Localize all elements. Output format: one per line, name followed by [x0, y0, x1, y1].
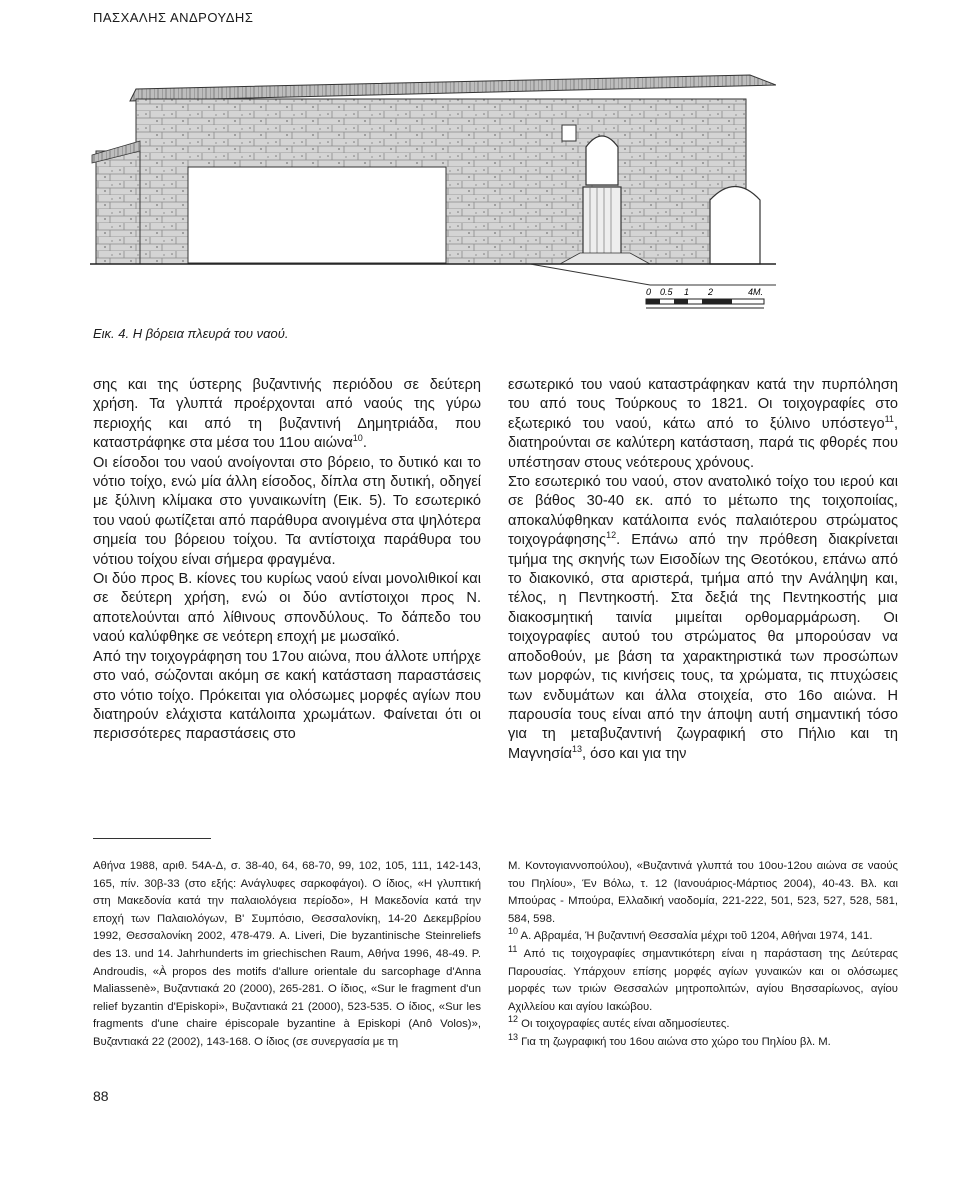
north-elevation-drawing [90, 55, 776, 317]
footnote-ref: 11 [884, 413, 894, 424]
footnote-ref: 12 [606, 530, 617, 541]
porch-opening [188, 167, 446, 263]
paragraph: Οι είσοδοι του ναού ανοίγονται στο βόρειο, το δυτικό και το νότιο τοίχο, ενώ μία άλλη είσοδος, δίπλα στη δυτική, οδηγεί με ξύλινη κλίμακα στο γυναικωνίτη (Εικ. 5). Το εσωτερικό του ναού φωτίζεται από παράθυρα ανοιγμένα στα ψηλότερα σημεία του βόρειου τοίχου. Τα αντίστοιχα παράθυρα του νότιου τοίχου είναι σήμερα φραγμένα. [93, 454, 481, 568]
paragraph: σης και της ύστερης βυζαντινής περιόδου σε δεύτερη χρήση. Τα γλυπτά προέρχονται από ναούς της γύρω περιοχής και από τη βυζαντινή Δημητριάδα, που καταστράφηκε στα μέσα του 11ου αιώνα$^{10}$. [93, 377, 481, 452]
scale-label-1: 1 [684, 287, 690, 297]
scale-label-4: 4M. [748, 287, 764, 297]
footnote-14: $^{13}$ Για τη ζωγραφική του 16ου αιώνα στο χώρο του Πηλίου βλ. Μ. [508, 1032, 831, 1048]
scale-label-0: 0 [646, 287, 652, 297]
left-column [93, 376, 481, 745]
entrance-door [583, 187, 621, 263]
footnote-text: Αθήνα 1988, αριθ. 54Α-Δ, σ. 38-40, 64, 68-70, 99, 102, 105, 111, 142-143, 165, πίν. 30β-33 (στο εξής: Ανάγλυφες σαρκοφάγοι). Ο ίδιος, «Η γλυπτική στη Μακεδονία κατά την παλαιολόγεια περίοδο», Η Μακεδονία κατά την εποχή των Παλαιολόγων, Β' Συμπόσιο, Θεσσαλονίκη, 14-20 Δεκεμβρίου 1992, Θεσσαλονίκη 2002, 478-479. Α. Liveri, Die byzantinische Steinreliefs des 13. und 14. Jahrhunderts im griechischen Raum, Αθήνα 1996, 48-49. Ρ. Androudis, «À propos des motifs d'allure orientale du sarcophage d'Anna Maliassenè», Βυζαντιακά 20 (2000), 265-281. Ο ίδιος, «Sur le fragment d'un relief byzantin d'Episkopi», Βυζαντιακά 21 (2000), 523-535. Ο ίδιος, «Sur les fragments d'une chaire épiscopale byzantine à Episkopi (Anô Volos)», Βυζαντιακά 22 (2002), 143-168. Ο ίδιος (σε συνεργασία με τη [93, 860, 481, 1048]
page-number: 88 [93, 1088, 109, 1104]
scale-label-05: 0.5 [660, 287, 673, 297]
footnote-13: $^{12}$ Οι τοιχογραφίες αυτές είναι αδημοσίευτες. [508, 1014, 730, 1031]
footnote-ref: 10 [352, 433, 363, 444]
paragraph: Από την τοιχογράφηση του 17ου αιώνα, που άλλοτε υπήρχε στο ναό, σώζονται ακόμη σε κακή κατάσταση παραστάσεις στο νότιο τοίχο. Πρόκειται για ολόσωμες μορφές αγίων που διατηρούν ελάχιστα κατάλοιπα χρωμάτων. Φαίνεται ότι οι περισσότερες παραστάσεις στο [93, 648, 481, 743]
footnote-text: Μ. Κοντογιαννοπούλου), «Βυζαντινά γλυπτά του 10ου-12ου αιώνα σε ναούς του Πηλίου», Έν Βόλω, τ. 12 (Ιανουάριος-Μάρτιος 2004), 40-43. Βλ. και Μπούρας - Μπούρα, Ελλαδική ναοδομία, 221-222, 501, 523, 527, 528, 581, 584, 598. [508, 860, 898, 925]
small-window [562, 125, 576, 141]
paragraph: Στο εσωτερικό του ναού, στον ανατολικό τοίχο του ιερού και σε βάθος 30-40 εκ. από το μέτωπο της τοιχοποιίας, αποκαλύφθηκαν κατάλοιπα ενός παλαιότερου στρώματος τοιχογράφησης$^{12}$. Επάνω από την πρόθεση διακρίνεται τμήμα της σκηνής των Εισοδίων της Θεοτόκου, επάνω από το διακονικό, στα αριστερά, τμήμα από την Ανάληψη και, τέλος, η Πεντηκοστή. Στα δεξιά της Πεντηκοστής μια διακοσμητική ταινία μιμείται ορθομαρμάρωση. Οι τοιχογραφίες αυτού του στρώματος θα μπορούσαν να αποδοθούν, με βάση τα χαρακτηριστικά των προσώπων των μορφών, τις κινήσεις τους, τα χρώματα, τις πτυχώσεις των ενδυμάτων και άλλα στοιχεία, στο 16ο αιώνα. Η παρουσία τους είναι από την άποψη αυτή σημαντική τόσο για τη μεταβυζαντινή ζωγραφική στο Πήλιο και τη Μαγνησία$^{13}$, όσο και για την [508, 474, 898, 762]
footnotes-left [93, 858, 481, 1052]
footnote-separator [93, 838, 211, 839]
footnotes-right [508, 858, 898, 1052]
paragraph: εσωτερικό του ναού καταστράφηκαν κατά την πυρπόληση του από τους Τούρκους το 1821. Οι τοιχογραφίες στο εξωτερικό του ναού, κάτω από το ξύλινο υπόστεγο$^{11}$, διατηρούνται σε καλύτερη κατάσταση, παρά τις φθορές που υπέστησαν στους νεότερους χρόνους. [508, 377, 898, 471]
arched-window [586, 136, 618, 185]
paragraph: Οι δύο προς Β. κίονες του κυρίως ναού είναι μονολιθικοί και σε δεύτερη χρήση, ενώ οι δύο αντίστοιχοι προς Ν. αποτελούνται από λίθινους σπονδύλους. Το δάπεδο του ναού καλύφθηκε σε νεότερη εποχή με μωσαϊκό. [93, 571, 481, 646]
footnote-ref: 13 [572, 743, 583, 754]
footnote-12: $^{11}$ Από τις τοιχογραφίες σημαντικότερη είναι η παράσταση της Δεύτερας Παρουσίας. Υπάρχουν επίσης μορφές αγίων γυναικών και οι ολόσωμες μορφές των τριών Θεσσαλών μητροπολιτών, αγίου Βησσαρίωνος, αγίου Αχιλλείου και αγίου Ιακώβου. [508, 944, 899, 1013]
right-column [508, 376, 898, 764]
figure-caption: Εικ. 4. Η βόρεια πλευρά του ναού. [93, 326, 289, 341]
arched-opening [710, 187, 760, 265]
running-head: ΠΑΣΧΑΛΗΣ ΑΝΔΡΟΥΔΗΣ [93, 10, 254, 25]
footnote-11: $^{10}$ Α. Αβραμέα, Ή βυζαντινή Θεσσαλία μέχρι τοῦ 1204, Αθήναι 1974, 141. [508, 926, 873, 943]
scale-bar [644, 284, 772, 320]
roof [130, 75, 776, 101]
scale-label-2: 2 [708, 287, 714, 297]
